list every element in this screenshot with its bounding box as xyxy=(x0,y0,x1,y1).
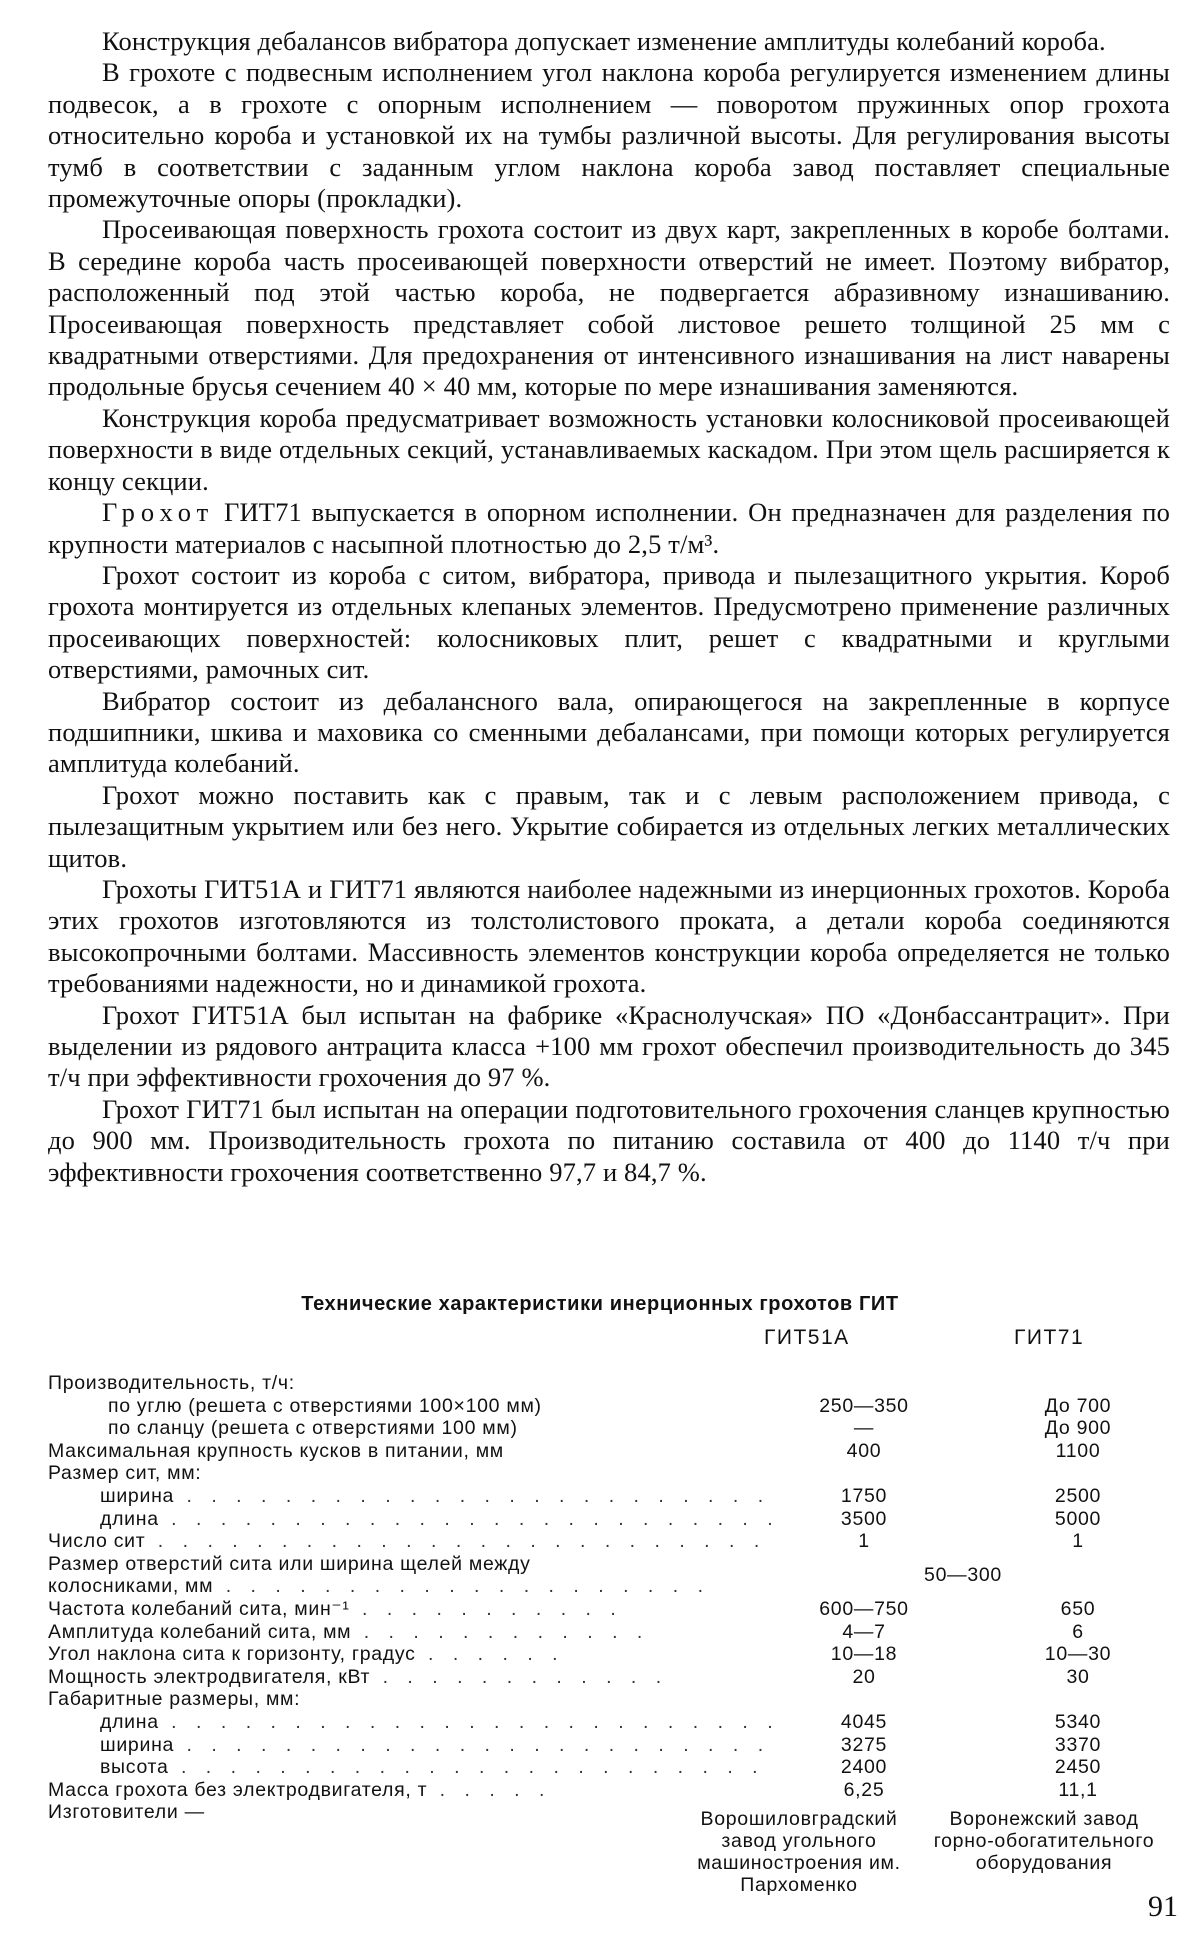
leader-dots: . . . . . . . . . . . . . . . . . . . . . . . . xyxy=(174,1734,770,1756)
row-label xyxy=(48,1485,720,1508)
row-label-text: Масса грохота без электродвигателя, т xyxy=(48,1779,427,1801)
row-label-text: Максимальная крупность кусков в питании, мм xyxy=(48,1440,504,1462)
value-git71: До 700 xyxy=(978,1395,1178,1418)
value-git51a: 2400 xyxy=(764,1756,964,1779)
column-header-git71: ГИТ71 xyxy=(1014,1326,1084,1350)
body-text xyxy=(48,26,1170,1188)
row-label xyxy=(48,1553,668,1576)
row-label-text: по углю (решета с отверстиями 100×100 мм) xyxy=(108,1395,542,1417)
leader-dots: . . . . . . . . . . . . xyxy=(351,1621,649,1643)
row-label-text: высота xyxy=(100,1756,169,1778)
row-label-text: Угол наклона сита к горизонту, градус xyxy=(48,1643,416,1665)
value-git71: 6 xyxy=(978,1621,1178,1644)
table-row xyxy=(48,1462,1168,1485)
paragraph: Конструкция короба предусматривает возможность установки колосниковой просеивающей поверхности в виде отдельных секций, устанавливаемых каскадом. При этом щель расширяется к концу секции. xyxy=(48,403,1170,497)
value-git51a: 400 xyxy=(764,1440,964,1463)
row-label xyxy=(48,1372,668,1395)
leader-dots: . . . . . . . . . . . . . . . . . . . . . . . . xyxy=(174,1485,770,1507)
paragraph: Конструкция дебалансов вибратора допускает изменение амплитуды колебаний короба. xyxy=(48,26,1170,57)
paragraph: Грохот ГИТ51А был испытан на фабрике «Краснолучская» ПО «Донбассантрацит». При выделении из рядового антрацита класса +100 мм грохот обеспечил производительность до 345 т/ч при эффективности грохочения до 97 %. xyxy=(48,1000,1170,1094)
merged-value: 50—300 xyxy=(863,1564,1063,1587)
row-label-text: Частота колебаний сита, мин⁻¹ xyxy=(48,1598,350,1620)
value-git51a: 4—7 xyxy=(764,1621,964,1644)
row-label-text: колосниками, мм xyxy=(48,1575,213,1597)
document-page xyxy=(0,0,1200,1939)
page-number: 91 xyxy=(1148,1890,1178,1924)
value-git51a: 4045 xyxy=(764,1711,964,1734)
row-label xyxy=(48,1711,720,1734)
row-label-text: Размер отверстий сита или ширина щелей между xyxy=(48,1553,531,1575)
paragraph-rest: ГИТ71 выпускается в опорном исполнении. Он предназначен для разделения по крупности материалов с насыпной плотностью до 2,5 т/м³. xyxy=(48,497,1170,558)
value-git71: 30 xyxy=(978,1666,1178,1689)
row-label xyxy=(48,1530,668,1553)
row-label-text: ширина xyxy=(100,1485,174,1507)
row-label-text: Производительность, т/ч: xyxy=(48,1372,295,1394)
value-git51a: 250—350 xyxy=(764,1395,964,1418)
table-row xyxy=(48,1440,1168,1463)
row-label xyxy=(48,1801,668,1824)
row-label xyxy=(48,1621,668,1644)
table-row xyxy=(48,1688,1168,1711)
manufacturer-git71: Воронежский завод горно-обогатительного оборудования xyxy=(919,1808,1169,1874)
value-git51a: 10—18 xyxy=(764,1643,964,1666)
value-git51a: 3500 xyxy=(764,1508,964,1531)
paragraph: В грохоте с подвесным исполнением угол наклона короба регулируется изменением длины подвесок, а в грохоте с опорным исполнением — поворотом пружинных опор грохота относительно короба и установкой их на тумбы различной высоты. Для регулирования высоты тумб в соответствии с заданным углом наклона короба завод поставляет специальные промежуточные опоры (прокладки). xyxy=(48,57,1170,214)
table-row xyxy=(48,1598,1168,1621)
value-git71: 5340 xyxy=(978,1711,1178,1734)
value-git71: 2450 xyxy=(978,1756,1178,1779)
leader-dots: . . . . . . . . . . . . xyxy=(370,1666,668,1688)
row-label-text: по сланцу (решета с отверстиями 100 мм) xyxy=(108,1417,518,1439)
leader-dots: . . . . . . . . . . . xyxy=(350,1598,623,1620)
row-label-text: длина xyxy=(100,1508,159,1530)
table-row xyxy=(48,1643,1168,1666)
row-label-text: Амплитуда колебаний сита, мм xyxy=(48,1621,351,1643)
row-label-text: Число сит xyxy=(48,1530,145,1552)
spec-table xyxy=(48,1372,1168,1824)
leader-dots: . . . . . . . . . . . . . . . . . . . . . . . . . xyxy=(159,1711,780,1733)
value-git51a: — xyxy=(764,1417,964,1440)
value-git71: 5000 xyxy=(978,1508,1178,1531)
value-git51a: 600—750 xyxy=(764,1598,964,1621)
paragraph: Просеивающая поверхность грохота состоит из двух карт, закрепленных в коробе болтами. В середине короба часть просеивающей поверхности отверстий не имеет. Поэтому вибратор, расположенный под этой частью короба, не подвергается абразивному изнашиванию. Просеивающая поверхность представляет собой листовое решето толщиной 25 мм с квадратными отверстиями. Для предохранения от интенсивного изнашивания на лист наварены продольные брусья сечением 40 × 40 мм, которые по мере изнашивания заменяются. xyxy=(48,214,1170,402)
table-row xyxy=(48,1711,1168,1734)
row-label xyxy=(48,1508,720,1531)
row-label xyxy=(48,1688,668,1711)
paragraph-git71-intro xyxy=(48,497,1170,560)
value-git51a: 3275 xyxy=(764,1734,964,1757)
table-row xyxy=(48,1395,1168,1418)
manufacturer-git51a: Ворошиловградский завод угольного машиностроения им. Пархоменко xyxy=(674,1808,924,1896)
row-label xyxy=(48,1756,720,1779)
row-label-text: Размер сит, мм: xyxy=(48,1462,201,1484)
table-row xyxy=(48,1779,1168,1802)
row-label-text: Изготовители — xyxy=(48,1801,205,1823)
paragraph: Грохот ГИТ71 был испытан на операции подготовительного грохочения сланцев крупностью до 900 мм. Производительность грохота по питанию составила от 400 до 1140 т/ч при эффективности грохочения соответственно 97,7 и 84,7 %. xyxy=(48,1094,1170,1188)
value-git51a: 20 xyxy=(764,1666,964,1689)
leader-dots: . . . . . . . . . . . . . . . . . . . . . . . . . xyxy=(159,1508,780,1530)
table-row xyxy=(48,1553,1168,1576)
value-git71: 650 xyxy=(978,1598,1178,1621)
leader-dots: . . . . . . . . . . . . . . . . . . . . . . . . xyxy=(169,1756,765,1778)
table-row xyxy=(48,1575,1168,1598)
table-row xyxy=(48,1417,1168,1440)
row-label xyxy=(48,1779,668,1802)
row-label-text: ширина xyxy=(100,1734,174,1756)
paragraph: Грохот можно поставить как с правым, так и с левым расположением привода, с пылезащитным укрытием или без него. Укрытие собирается из отдельных легких металлических щитов. xyxy=(48,780,1170,874)
row-label xyxy=(48,1440,668,1463)
table-row xyxy=(48,1485,1168,1508)
column-header-git51a: ГИТ51А xyxy=(764,1326,850,1350)
value-git71: 10—30 xyxy=(978,1643,1178,1666)
row-label xyxy=(48,1666,668,1689)
leader-dots: . . . . . xyxy=(427,1779,551,1801)
table-row xyxy=(48,1508,1168,1531)
value-git71: 11,1 xyxy=(978,1779,1178,1802)
row-label xyxy=(48,1734,720,1757)
row-label xyxy=(48,1395,728,1418)
value-git71: До 900 xyxy=(978,1417,1178,1440)
paragraph: Вибратор состоит из дебалансного вала, опирающегося на закрепленные в корпусе подшипники, шкива и маховика со сменными дебалансами, при помощи которых регулируется амплитуда колебаний. xyxy=(48,686,1170,780)
paragraph: Грохот состоит из короба с ситом, вибратора, привода и пылезащитного укрытия. Короб грохота монтируется из отдельных клепаных элементов. Предусмотрено применение различных просеивающих поверхностей: колосниковых плит, решет с квадратными и круглыми отверстиями, рамочных сит. xyxy=(48,560,1170,686)
row-label xyxy=(48,1643,668,1666)
leader-dots: . . . . . . . . . . . . . . . . . . . . . . . . . xyxy=(145,1530,766,1552)
row-label-text: Мощность электродвигателя, кВт xyxy=(48,1666,370,1688)
leader-dots: . . . . . . . . . . . . . . . . . . . . xyxy=(213,1575,710,1597)
table-row xyxy=(48,1621,1168,1644)
row-label xyxy=(48,1598,668,1621)
value-git71: 1 xyxy=(978,1530,1178,1553)
leader-dots: . . . . . . xyxy=(416,1643,565,1665)
table-row xyxy=(48,1734,1168,1757)
row-label xyxy=(48,1417,728,1440)
row-label xyxy=(48,1462,668,1485)
paragraph: Грохоты ГИТ51А и ГИТ71 являются наиболее надежными из инерционных грохотов. Короба этих грохотов изготовляются из толстолистового проката, а детали короба соединяются высокопрочными болтами. Массивность элементов конструкции короба определяется не только требованиями надежности, но и динамикой грохота. xyxy=(48,874,1170,1000)
table-row xyxy=(48,1530,1168,1553)
table-row xyxy=(48,1666,1168,1689)
row-label xyxy=(48,1575,668,1598)
value-git51a: 6,25 xyxy=(764,1779,964,1802)
value-git71: 2500 xyxy=(978,1485,1178,1508)
table-row xyxy=(48,1756,1168,1779)
row-label-text: Габаритные размеры, мм: xyxy=(48,1688,300,1710)
table-title: Технические характеристики инерционных грохотов ГИТ xyxy=(0,1293,1200,1316)
row-label-text: длина xyxy=(100,1711,159,1733)
spaced-word: Грохот xyxy=(102,497,214,527)
value-git71: 1100 xyxy=(978,1440,1178,1463)
value-git71: 3370 xyxy=(978,1734,1178,1757)
table-row xyxy=(48,1372,1168,1395)
value-git51a: 1750 xyxy=(764,1485,964,1508)
value-git51a: 1 xyxy=(764,1530,964,1553)
